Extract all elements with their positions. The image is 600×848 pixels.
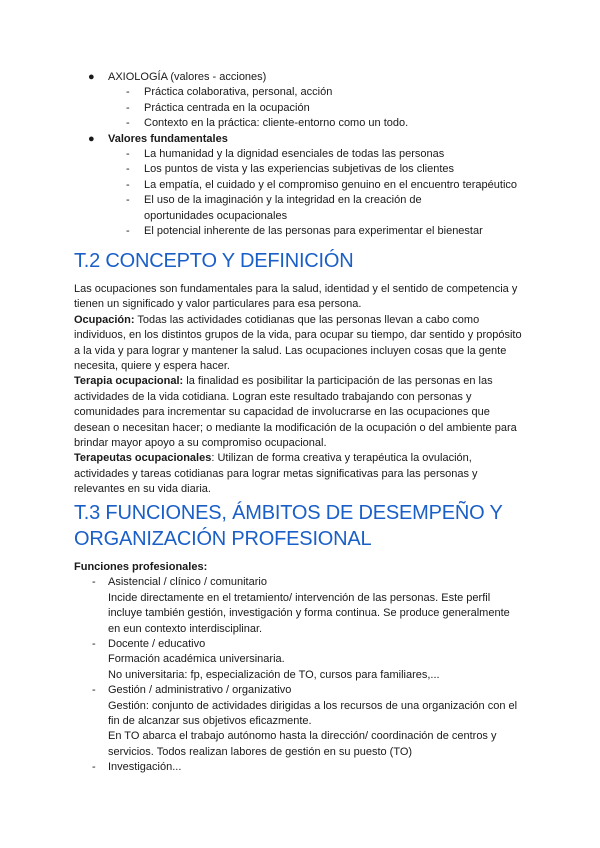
- axiologia-title: AXIOLOGÍA (valores - acciones): [108, 71, 267, 83]
- t2-intro: Las ocupaciones son fundamentales para la salud, identidad y el sentido de competencia y tienen un significado y valor particulares para esa persona.: [74, 283, 518, 311]
- funcion-line: Gestión: conjunto de actividades dirigidas a los recursos de una organización con el fin de alcanzar sus objetivos eficazmente.: [108, 699, 518, 728]
- terapeutas-label: Terapeutas ocupacionales: [74, 452, 212, 465]
- dash-icon: -: [126, 117, 130, 130]
- ocupacion-text: Todas las actividades cotidianas que las personas llevan a cabo como individuos, en los distintos grupos de la vida, para ocupar su tiempo, dar sentido y propósito a la vida y para lograr y mantener la salud. Las ocupaciones incluyen cosas que la gente necesita, quiere y espera hacer.: [74, 313, 522, 373]
- list-item-text: Práctica colaborativa, personal, acción: [144, 86, 333, 99]
- t3-heading-line: ORGANIZACIÓN PROFESIONAL: [74, 528, 372, 550]
- dash-icon: -: [126, 86, 130, 99]
- list-item: [0, 147, 600, 162]
- dash-icon: -: [92, 684, 96, 697]
- list-item: [0, 101, 600, 116]
- list-item: [0, 224, 600, 239]
- t2-section: [0, 248, 600, 498]
- list-item: [0, 178, 600, 193]
- dash-icon: -: [92, 761, 96, 774]
- dash-icon: -: [126, 194, 130, 207]
- funcion-item: [0, 760, 524, 775]
- t3-section: [0, 500, 600, 776]
- t3-heading-line: T.3 FUNCIONES, ÁMBITOS DE DESEMPEÑO Y: [74, 502, 503, 524]
- dash-icon: -: [126, 225, 130, 238]
- list-item-text: El potencial inherente de las personas para experimentar el bienestar: [144, 225, 483, 238]
- terapeutas-text: : Utilizan de forma creativa y terapéutica la ovulación, actividades y tareas cotidianas para lograr metas significativas para las personas y relevantes en su vida diaria.: [74, 452, 478, 496]
- funcion-title: Investigación...: [108, 761, 182, 774]
- list-item-text: Los puntos de vista y las experiencias subjetivas de los clientes: [144, 163, 455, 176]
- bullet-icon: ●: [88, 71, 95, 83]
- list-item: [0, 162, 600, 177]
- t2-heading: T.2 CONCEPTO Y DEFINICIÓN: [74, 250, 354, 272]
- funcion-title: Asistencial / clínico / comunitario: [108, 576, 267, 589]
- axiologia-bullet: [0, 70, 600, 85]
- terapeutas-paragraph: [0, 451, 524, 497]
- bullet-icon: ●: [88, 132, 95, 145]
- funcion-title: Docente / educativo: [108, 638, 206, 651]
- funcion-line: Formación académica universinaria.: [108, 653, 285, 666]
- funcion-title: Gestión / administrativo / organizativo: [108, 684, 292, 697]
- funcion-line: En TO abarca el trabajo autónomo hasta la dirección/ coordinación de centros y servicios. Todos realizan labores de gestión en su puesto (TO): [108, 730, 497, 758]
- ocupacion-paragraph: [0, 313, 524, 375]
- list-item-text: La humanidad y la dignidad esenciales de todas las personas: [144, 148, 445, 161]
- funcion-line: Incide directamente en el tretamiento/ intervención de las personas. Este perfil incluye también gestión, investigación y forma continua. Se produce generalmente en eun contexto interdisciplinar.: [108, 591, 510, 635]
- ocupacion-label: Ocupación:: [74, 313, 135, 326]
- funciones-label: Funciones profesionales:: [74, 561, 208, 573]
- axiologia-section: [0, 70, 600, 239]
- t3-heading: [0, 500, 584, 552]
- dash-icon: -: [126, 101, 130, 114]
- dash-icon: -: [126, 163, 130, 176]
- valores-title: Valores fundamentales: [108, 132, 228, 145]
- dash-icon: -: [92, 576, 96, 589]
- terapia-text: la finalidad es posibilitar la participación de las personas en las actividades de la vida cotidiana. Logran este resultado trabajando con personas y comunidades para incrementar su capacidad de involucrarse en las ocupaciones que desean o necesitan hacer; o mediante la modificación de la ocupación o del ambiente para brindar mayor apoyo a su compromiso ocupacional.: [74, 375, 517, 450]
- list-item: [0, 85, 600, 100]
- dash-icon: -: [92, 638, 96, 651]
- funcion-item: [0, 637, 524, 683]
- dash-icon: -: [126, 178, 130, 191]
- terapia-label: Terapia ocupacional:: [74, 375, 184, 388]
- list-item: [0, 116, 600, 131]
- list-item-text: La empatía, el cuidado y el compromiso genuino en el encuentro terapéutico: [144, 178, 518, 191]
- funcion-line: No universitaria: fp, especialización de TO, cursos para familiares,...: [108, 668, 440, 681]
- funcion-item: [0, 683, 524, 760]
- funcion-item: [0, 575, 524, 637]
- list-item-text: El uso de la imaginación y la integridad en la creación de oportunidades ocupacionales: [144, 194, 422, 222]
- list-item: [0, 193, 444, 224]
- dash-icon: -: [126, 148, 130, 161]
- terapia-paragraph: [0, 374, 524, 451]
- list-item-text: Contexto en la práctica: cliente-entorno como un todo.: [144, 117, 409, 130]
- list-item-text: Práctica centrada en la ocupación: [144, 101, 310, 114]
- valores-bullet: [0, 132, 600, 147]
